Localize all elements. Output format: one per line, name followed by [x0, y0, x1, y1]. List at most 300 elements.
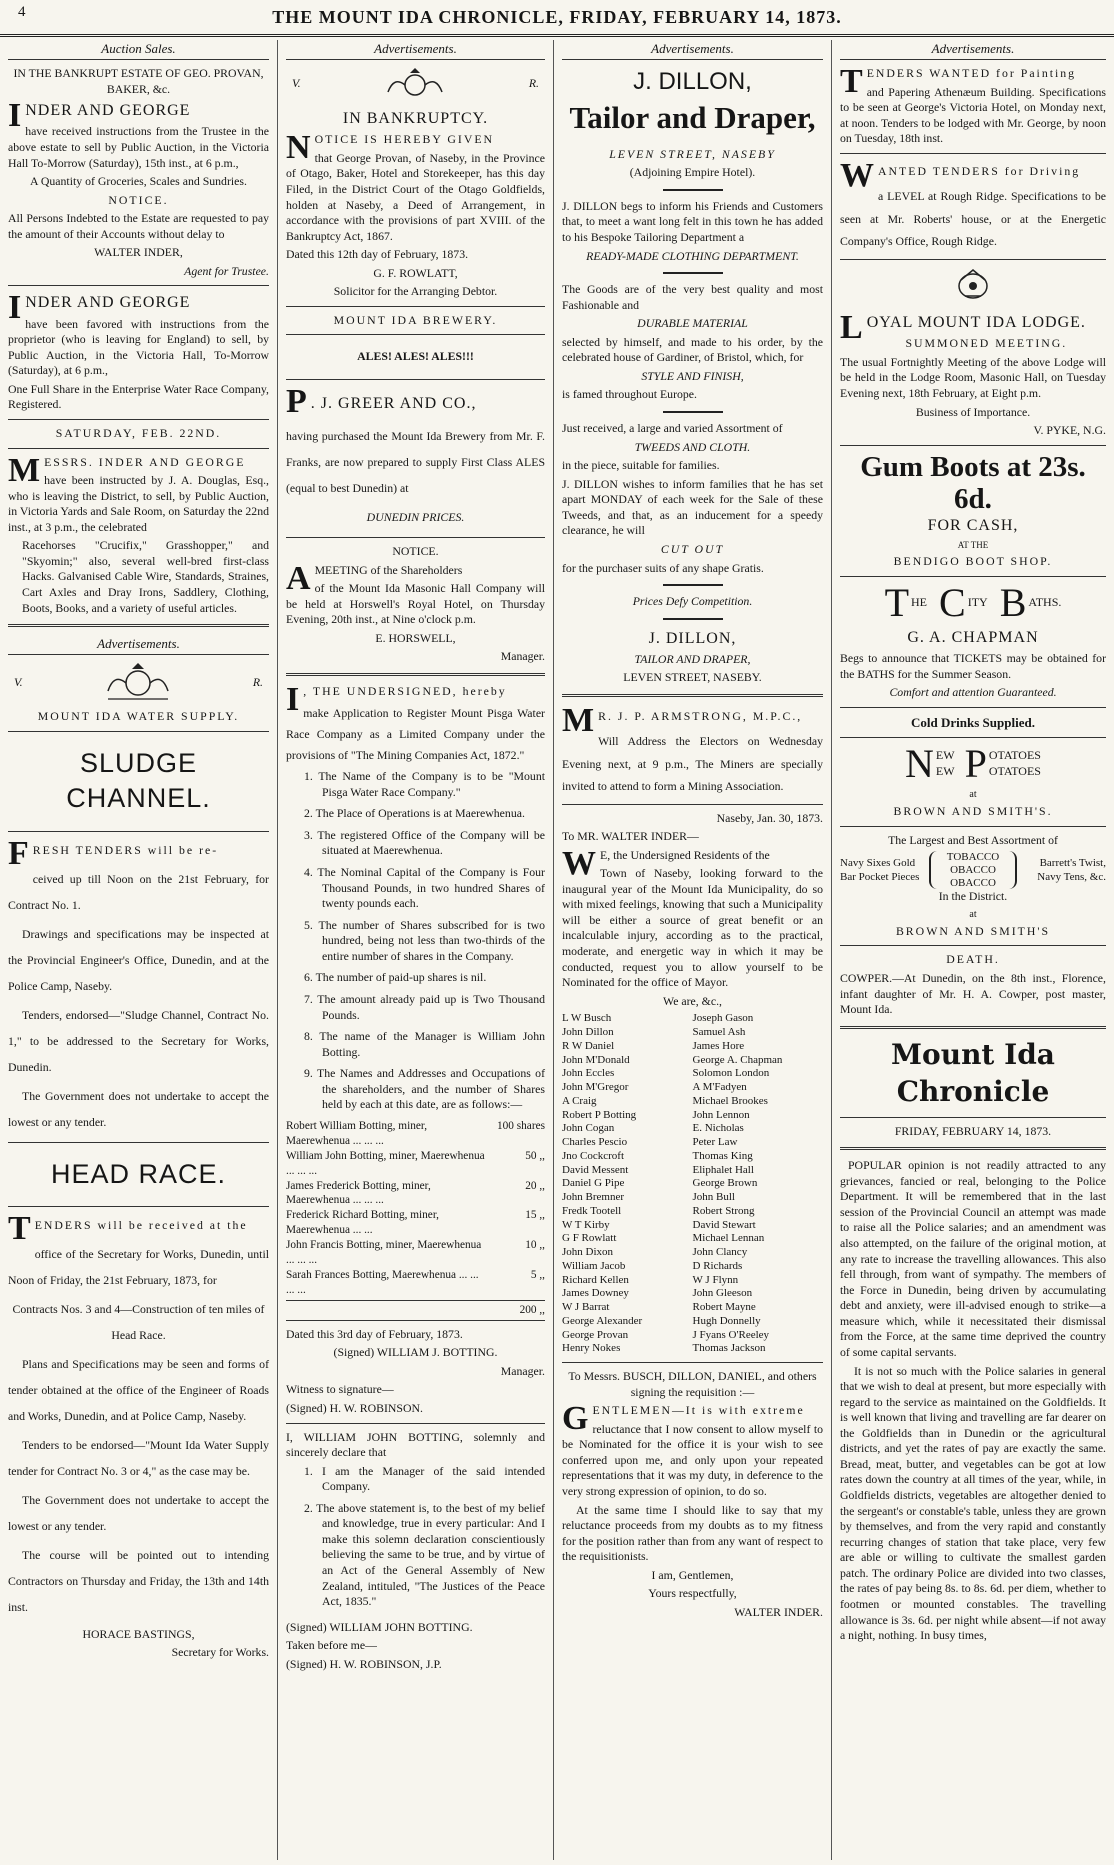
ad-date: Dated this 12th day of February, 1873. — [286, 247, 469, 262]
requisition-name: Henry Nokes — [562, 1342, 621, 1355]
ad-body: have been instructed by J. A. Douglas, Esq., who is leaving the District, to sell, by Public Auction, in Victoria Yards and Sale Room, on Saturday the 22nd inst., at 3 p.m., the celebrated — [8, 473, 269, 534]
ad-date: SATURDAY, FEB. 22ND. — [55, 425, 222, 440]
gum-boots-heading: Gum Boots at 23s. 6d. — [860, 450, 1086, 515]
signature: E. HORSWELL, — [375, 630, 456, 645]
requisition-name: William Jacob — [562, 1259, 626, 1272]
city-city: ITY — [967, 595, 988, 610]
ad-feature: STYLE AND FINISH, — [641, 368, 744, 383]
tobacco-right: Barrett's Twist, Navy Tens, &c. — [1037, 856, 1106, 884]
city-baths: ATHS. — [1028, 595, 1062, 610]
requisition-name: Robert P Botting — [562, 1108, 637, 1121]
requisition-name: John Dillon — [562, 1026, 614, 1039]
drop-cap: T — [8, 1210, 31, 1248]
ad-feature: DURABLE MATERIAL — [637, 316, 748, 331]
ad-body: have been favored with instructions from the proprietor (who is leaving for England) to sell, by Public Auction, in the Victoria Hall, To-Morrow (Saturday), at 6 p.m., — [8, 316, 269, 378]
ad-heading: R. J. P. ARMSTRONG, M.P.C., — [598, 708, 803, 723]
ad-items: A Quantity of Groceries, Scales and Sundries. — [30, 174, 247, 189]
auction-ad-2 — [8, 289, 269, 412]
requisition-name: John Gleeson — [692, 1287, 753, 1300]
shareholder-name: John Francis Botting, miner, Maerewhenua ... ... ... — [286, 1239, 482, 1267]
double-divider — [840, 1026, 1106, 1029]
ad-heading: NDER AND GEORGE — [25, 294, 191, 312]
royal-crest — [292, 66, 539, 102]
requisition-name: Thomas Jackson — [692, 1342, 766, 1355]
shareholder-row — [286, 1268, 545, 1298]
registration-item: 8. The name of the Manager is William John Botting. — [304, 1029, 545, 1059]
requisition-name: Robert Mayne — [692, 1301, 756, 1314]
signature: J. DILLON, — [648, 629, 737, 647]
ad-tagline: Prices Defy Competition. — [632, 594, 753, 609]
column-2 — [278, 40, 554, 1860]
requisition-name: W J Barrat — [562, 1301, 610, 1314]
ad-body: J. DILLON wishes to inform families that he has set apart MONDAY of each week for the Sale of these Tweeds, and that, as an inducement for a speedy clearance, he will — [562, 476, 823, 538]
divider — [840, 707, 1106, 708]
potatoes-pot-2: OTATOES — [988, 763, 1041, 778]
ales-banner: ALES! ALES! ALES!!! — [357, 349, 474, 364]
ad-body: a LEVEL at Rough Ridge. Specifications to be seen at Mr. Roberts' house, or at the Energetic Company's Office, Rough Ridge. — [840, 189, 1106, 249]
divider — [840, 576, 1106, 577]
requisition-name: Michael Brookes — [692, 1094, 768, 1107]
ad-items: One Full Share in the Enterprise Water Race Company, Registered. — [8, 381, 269, 412]
shareholder-row — [286, 1238, 545, 1268]
registration-list — [286, 769, 545, 1113]
signature: (Signed) WILLIAM JOHN BOTTING. — [286, 1619, 473, 1634]
requisition-name: George Brown — [692, 1177, 758, 1190]
divider — [8, 1142, 269, 1143]
requisition-name: Michael Lennan — [692, 1232, 765, 1245]
divider — [8, 448, 269, 449]
crest-letter-r: R. — [528, 76, 539, 91]
short-rule — [663, 411, 723, 413]
page-number: 4 — [18, 4, 26, 20]
shop-name: BROWN AND SMITH'S. — [893, 804, 1053, 819]
double-divider — [8, 624, 269, 627]
drop-cap: A — [286, 559, 311, 597]
potatoes-pot: OTATOES — [988, 748, 1041, 763]
share-count: 10 ,, — [525, 1239, 545, 1252]
brewery-title: MOUNT IDA BREWERY. — [333, 312, 498, 327]
ad-heading: , THE UNDERSIGNED, hereby — [303, 683, 507, 698]
crest-letter-r: R. — [252, 674, 263, 689]
declaration: I, WILLIAM JOHN BOTTING, solemnly and sincerely declare that — [286, 1429, 545, 1460]
mayor-requisition — [562, 811, 823, 1357]
ad-heading: E, the Undersigned Residents of the — [600, 847, 770, 862]
ad-title: IN THE BANKRUPT ESTATE OF GEO. PROVAN, BAKER, &c. — [13, 66, 264, 96]
ad-heading: OYAL MOUNT IDA LODGE. — [866, 314, 1086, 332]
divider — [286, 1423, 545, 1424]
signature: WALTER INDER, — [94, 245, 183, 260]
requisition-name: A Craig — [562, 1094, 597, 1107]
mayor-reply — [562, 1369, 823, 1620]
requisition-name: Solomon London — [692, 1067, 770, 1080]
divider — [840, 153, 1106, 154]
shareholder-row — [286, 1179, 545, 1209]
ad-body: that George Provan, of Naseby, in the Province of Otago, Baker, Hotel and Storekeeper, has this day Filed, in the District Court of the Otago Goldfields, holden at Naseby, a Deed of Arrangement, in accordance with the provisions of part XVIII. of the Bankruptcy Act, 1867. — [286, 150, 545, 243]
dillon-street: LEVEN STREET, NASEBY — [609, 146, 776, 161]
bankruptcy-notice — [286, 129, 545, 300]
divider — [840, 826, 1106, 827]
divider — [286, 379, 545, 380]
ad-title: IN BANKRUPTCY. — [342, 110, 489, 128]
ad-body: selected by himself, and made to his order, by the celebrated house of Gardiner, of Bristol, which, for — [562, 334, 823, 365]
requisition-name: David Messent — [562, 1163, 629, 1176]
ad-note: In the District. — [938, 889, 1008, 904]
royal-crest — [14, 661, 263, 703]
divider — [8, 731, 269, 732]
tobacco-left: Navy Sixes Gold Bar Pocket Pieces — [840, 856, 920, 884]
ad-heading: ENTLEMEN—It is with extreme — [592, 1403, 805, 1418]
requisition-name: John Eccles — [562, 1067, 615, 1080]
section-heading: Advertisements. — [840, 40, 1106, 60]
ad-body: At the same time I should like to say that my reluctance proceeds from my doubts as to my fitness for the position rather than from any want of respect to the requisitionists. — [562, 1502, 823, 1564]
requisition-name: Jno Cockcroft — [562, 1149, 625, 1162]
divider — [840, 445, 1106, 446]
signature-address: LEVEN STREET, NASEBY. — [623, 670, 762, 685]
shareholder-row — [286, 1149, 545, 1179]
addressee: To MR. WALTER INDER— — [562, 829, 699, 844]
short-rule — [663, 272, 723, 274]
shareholder-list — [286, 1119, 545, 1298]
section-heading: Advertisements. — [562, 40, 823, 60]
potatoes-new-2: EW — [935, 763, 955, 778]
registration-item: 9. The Names and Addresses and Occupations of the shareholders, and the number of Shares held by each at this date, are as follows:— — [304, 1066, 545, 1112]
shareholder-name: Robert William Botting, miner, Maerewhenua ... ... ... — [286, 1119, 428, 1147]
drop-cap: L — [840, 309, 863, 347]
ad-note: AT THE — [957, 539, 989, 550]
divider — [8, 1206, 269, 1207]
ad-body: is famed throughout Europe. — [562, 387, 697, 402]
coat-of-arms-icon — [380, 66, 450, 102]
editorial-paragraph: POPULAR opinion is not readily attracted to any grievances, fancied or real, belonging to the Police Department. It will be remembered that in the last session of the Provincial Council an attempt was made to raise all the Police salaries; and an amendment was also attempted, on the failure of the original motion, at any rate to increase the travelling allowances. This also fell through, from want of sympathy. The members of the Force in Dunedin, being driven by accumulating debt and anxiety, were ill-advised enough to strike—a measure which, while it necessitated their dismissal from the Force, at the same time deprived the country of some capital servants. — [840, 1158, 1106, 1359]
column-3 — [554, 40, 832, 1860]
requisition-name: Eliphalet Hall — [692, 1163, 754, 1176]
section-heading: Advertisements. — [8, 635, 269, 655]
requisition-name: James Hore — [692, 1039, 745, 1052]
signature: V. PYKE, N.G. — [1033, 423, 1106, 438]
addressee: To Messrs. BUSCH, DILLON, DANIEL, and others signing the requisition :— — [568, 1369, 817, 1399]
requisition-name: John Lennon — [692, 1108, 750, 1121]
company-registration — [286, 680, 545, 1672]
closing: I am, Gentlemen, — [651, 1567, 734, 1582]
divider — [562, 804, 823, 805]
column-1 — [0, 40, 278, 1860]
short-rule — [663, 618, 723, 620]
ad-heading: . J. GREER AND CO., — [310, 395, 477, 413]
new-potatoes-banner: N EW EW P OTATOES OTATOES — [905, 740, 1041, 786]
requisition-name: John Clancy — [692, 1246, 748, 1259]
registration-item: 3. The registered Office of the Company will be situated at Maerewhenua. — [304, 827, 545, 858]
requisition-name: J Fyans O'Reeley — [692, 1328, 770, 1341]
requisition-name: John Cogan — [562, 1122, 615, 1135]
drop-cap: M — [8, 451, 41, 489]
divider — [562, 1362, 823, 1363]
city-the: HE — [911, 595, 928, 610]
drop-cap: F — [8, 835, 29, 873]
auction-ad-1 — [8, 97, 269, 279]
divider — [840, 259, 1106, 260]
witness-label: Witness to signature— — [286, 1382, 394, 1397]
shareholder-name: William John Botting, miner, Maerewhenua ... ... ... — [286, 1149, 485, 1177]
notice-body: Tenders to be endorsed—"Mount Ida Water Supply tender for Contract No. 3 or 4," as the case may be. — [8, 1437, 269, 1478]
newspaper-title: Mount Ida Chronicle — [891, 1037, 1055, 1108]
requisition-name: Daniel G Pipe — [562, 1177, 625, 1190]
drop-cap: N — [286, 129, 311, 167]
drop-cap: I — [8, 97, 22, 135]
requisition-name: W J Flynn — [692, 1273, 739, 1286]
signature-role: Manager. — [500, 1363, 545, 1378]
ad-subheading: SUMMONED MEETING. — [905, 336, 1068, 351]
tobacco-block — [840, 851, 1106, 889]
ad-note: at — [969, 908, 977, 920]
section-heading: Advertisements. — [286, 40, 545, 60]
witness-signature: (Signed) H. W. ROBINSON. — [286, 1400, 423, 1415]
notice-body: The course will be pointed out to intending Contractors on Thursday and Friday, the 13th and 14th inst. — [8, 1547, 269, 1614]
notice-body: All Persons Indebted to the Estate are requested to pay the amount of their Accounts without delay to — [8, 211, 269, 241]
notice-body: Contracts Nos. 3 and 4—Construction of ten miles of Head Race. — [12, 1302, 265, 1343]
jp-signature: (Signed) H. W. ROBINSON, J.P. — [286, 1656, 442, 1671]
share-count: 15 ,, — [525, 1209, 545, 1222]
requisition-name: John Bremner — [562, 1191, 625, 1204]
requisition-name: Richard Kellen — [562, 1273, 629, 1286]
requisition-name: John Bull — [692, 1191, 735, 1204]
ad-body: and Papering Athenæum Building. Specifications to be seen at George's Victoria Hotel, on Monday next, at noon. Tenders to be lodged with Mr. George, by noon on Tuesday, 18th inst. — [840, 84, 1106, 146]
lodge-notice — [840, 309, 1106, 438]
notice-body: ceived up till Noon on the 21st February, for Contract No. 1. — [8, 872, 269, 912]
requisition-name: Joseph Gason — [692, 1012, 754, 1025]
taken-before: Taken before me— — [286, 1638, 377, 1653]
shareholder-row — [286, 1119, 545, 1149]
share-count: 50 ,, — [525, 1149, 545, 1162]
ad-body: make Application to Register Mount Pisga Water Race Company as a Limited Company under the provisions of "The Mining Companies Act, 1872." — [286, 705, 545, 762]
shop-name: BENDIGO BOOT SHOP. — [893, 554, 1053, 569]
ad-body: Will Address the Electors on Wednesday Evening next, at 9 p.m., The Miners are specially invited to attend to form a Mining Association. — [562, 734, 823, 794]
auction-ad-3 — [8, 426, 269, 616]
death-notice: COWPER.—At Dunedin, on the 8th inst., Florence, infant daughter of Mr. H. A. Cowper, post master, Mount Ida. — [840, 971, 1106, 1017]
requisition-name: Peter Law — [692, 1136, 738, 1149]
editorial-date: FRIDAY, FEBRUARY 14, 1873. — [894, 1123, 1052, 1138]
shareholder-name: Frederick Richard Botting, miner, Maerewhenua ... ... — [286, 1209, 439, 1237]
armstrong-notice — [562, 701, 823, 798]
page-header — [0, 0, 1114, 37]
section-heading: Auction Sales. — [8, 40, 269, 60]
names-right-column — [693, 1012, 824, 1356]
signature: (Signed) WILLIAM J. BOTTING. — [333, 1345, 498, 1360]
painting-tenders — [840, 63, 1106, 147]
notice-heading: NOTICE. — [392, 544, 439, 559]
dillon-location: (Adjoining Empire Hotel). — [629, 165, 756, 180]
double-divider — [562, 694, 823, 697]
proprietor: G. A. CHAPMAN — [907, 628, 1039, 646]
dillon-trade: Tailor and Draper, — [569, 99, 816, 135]
signature: HORACE BASTINGS, — [82, 1626, 195, 1641]
double-divider — [286, 673, 545, 676]
notice-lead: RESH TENDERS will be re- — [32, 843, 219, 858]
ad-body: reluctance that I now consent to allow myself to be Nominated for the office it is your wish to see conferred upon me, and only upon your repeated representations that it was my duty, in deference to the very strong expression of opinion, to do so. — [562, 1421, 823, 1498]
cold-drinks: Cold Drinks Supplied. — [911, 714, 1035, 730]
tobacco-middle: TOBACCO OBACCO OBACCO — [929, 851, 1017, 889]
notice-title: MOUNT IDA WATER SUPPLY. — [37, 709, 240, 724]
divider — [8, 419, 269, 420]
sludge-notice — [8, 835, 269, 1135]
requisition-name: Fredk Tootell — [562, 1204, 622, 1217]
registration-item: 5. The number of Shares subscribed for is two hundred, being not less than two-thirds of the entire number of shares in the Company. — [304, 917, 545, 963]
ad-body: Just received, a large and varied Assortment of — [562, 421, 783, 436]
drop-cap: W — [562, 844, 596, 882]
death-heading: DEATH. — [946, 952, 1000, 967]
share-total-row — [286, 1300, 545, 1321]
divider — [840, 945, 1106, 946]
requisition-name: Thomas King — [692, 1149, 753, 1162]
potatoes-new: EW — [935, 748, 955, 763]
signature-role: Solicitor for the Arranging Debtor. — [333, 284, 498, 299]
ad-heading: ANTED TENDERS for Driving — [878, 163, 1081, 178]
masthead: THE MOUNT IDA CHRONICLE, FRIDAY, FEBRUARY 14, 1873. — [272, 6, 842, 27]
city-baths-banner: T HE C ITY B ATHS. — [884, 579, 1062, 625]
requisition-name: George Provan — [562, 1328, 629, 1341]
divider — [8, 831, 269, 832]
share-count: 100 shares — [496, 1119, 545, 1132]
requisition-name: W T Kirby — [562, 1218, 610, 1231]
crest-letter-v: V. — [292, 76, 301, 91]
signature: WALTER INDER. — [734, 1604, 823, 1619]
driving-tenders — [840, 156, 1106, 253]
ad-note: Comfort and attention Guaranteed. — [889, 685, 1057, 700]
ad-heading: MEETING of the Shareholders — [314, 562, 463, 577]
requisition-name: Hugh Donnelly — [692, 1314, 761, 1327]
share-total: 200 ,, — [519, 1303, 545, 1316]
registration-item: 6. The number of paid-up shares is nil. — [304, 970, 487, 985]
requisition-name: L W Busch — [562, 1012, 612, 1025]
share-count: 5 ,, — [530, 1268, 545, 1281]
signature-role: Secretary for Works. — [171, 1644, 269, 1659]
notice-body: office of the Secretary for Works, Dunedin, until Noon of Friday, the 21st February, 1873, for — [8, 1247, 269, 1288]
divider — [286, 537, 545, 538]
ad-items: Racehorses "Crucifix," Grasshopper," and "Skyomin;" also, several well-bred first-class Hacks. Galvanised Cable Wire, Standards, Straines, Cart Axles and Dray Irons, Saddlery, Clothing, Boots, Books, and a variety of useful articles. — [22, 538, 269, 615]
requisition-name: John M'Donald — [562, 1053, 630, 1066]
requisition-name: John Dixon — [562, 1246, 614, 1259]
editorial-paragraph: It is not so much with the Police salaries in general that we wish to deal at present, but more especially with regard to the service as maintained on the Goldfields. It is well known that living and travelling are far dearer on the Goldfields than in Dunedin or the agricultural districts, and yet the rates of pay are exactly the same. Bread, meat, butter, and vegetables can be got at low rates down the country at all times of the year, while, in Goldfields districts, vegetables are altogether denied to the sergeant's or constable's table, unless they are grown by themselves, and from the very rapid and constantly recurring changes of station that take place, very few are able or willing to cultivate the smallest garden patch. The ordinary Police are divided into two classes, the rates of pay being 8s. to 8s. 6d. per diem, whether to footmen or mounted constables. The travelling allowance is 3s. 6d. per night while absent—if not away a night, nothing. In busy times, — [840, 1363, 1106, 1643]
notice-body: Drawings and specifications may be inspected at the Provincial Engineer's Office, Dunedin, and at the Police Camp, Naseby. — [8, 926, 269, 993]
ad-body: The usual Fortnightly Meeting of the above Lodge will be held in the Lodge Room, Masonic Hall, on Tuesday Evening next, 18th February, at Eight p.m. — [840, 354, 1106, 400]
notice-body: The Government does not undertake to accept the lowest or any tender. — [8, 1088, 269, 1129]
lodge-emblem-icon — [953, 266, 993, 304]
ad-heading: NDER AND GEORGE — [25, 102, 191, 120]
ad-body: The Goods are of the very best quality and most Fashionable and — [562, 282, 823, 312]
requisition-name: George Alexander — [562, 1314, 643, 1327]
ad-note: Business of Importance. — [915, 404, 1031, 419]
double-divider — [840, 1147, 1106, 1150]
ad-feature: CUT OUT — [660, 541, 725, 556]
requisition-name: Samuel Ash — [692, 1026, 746, 1039]
requisition-name: James Downey — [562, 1287, 629, 1300]
registration-item: 4. The Nominal Capital of the Company is Four Thousand Pounds, in two hundred Shares of twenty pounds each. — [304, 865, 545, 911]
requisition-names — [562, 1012, 823, 1356]
column-4 — [832, 40, 1114, 1860]
head-race-notice — [8, 1210, 269, 1660]
shareholder-name: Sarah Frances Botting, Maerewhenua ... ... ... ... — [286, 1268, 479, 1296]
shareholder-row — [286, 1208, 545, 1238]
we-are: We are, &c., — [663, 993, 722, 1008]
requisition-name: John M'Gregor — [562, 1081, 629, 1094]
drop-cap: P — [286, 383, 307, 421]
sludge-heading: SLUDGE CHANNEL. — [66, 747, 211, 814]
drop-cap: G — [562, 1400, 589, 1438]
ad-date: Naseby, Jan. 30, 1873. — [716, 810, 823, 825]
lodge-emblem — [840, 266, 1106, 309]
requisition-name: R W Daniel — [562, 1039, 615, 1052]
ad-body: have received instructions from the Trustee in the above estate to sell by Public Auction, in the Victoria Hall To-Morrow (Saturday), 15th inst., at 6 p.m., — [8, 124, 269, 170]
declaration-item: 2. The above statement is, to the best of my belief and knowledge, true in every particular: And I make this solemn declaration conscientiously believing the same to be true, and by virtue of an Act of the General Assembly of New Zealand, intituled, "The Justices of the Peace Act, 1835." — [304, 1500, 545, 1609]
drop-cap: I — [8, 289, 22, 327]
ad-heading: The Largest and Best Assortment of — [888, 832, 1058, 847]
notice-body: Plans and Specifications may be seen and forms of tender obtained at the office of the Engineer of Roads and Works, Dunedin, and at Police Camp, Naseby. — [8, 1356, 269, 1423]
names-left-column — [562, 1012, 693, 1356]
ad-heading: ENDERS WANTED for Painting — [866, 66, 1077, 81]
ad-body: for the purchaser suits of any shape Gratis. — [562, 560, 764, 575]
requisition-name: David Stewart — [692, 1218, 756, 1231]
drop-cap: I — [286, 680, 300, 718]
masonic-hall-notice — [286, 544, 545, 665]
notice-body: Tenders, endorsed—"Sludge Channel, Contract No. 1," to be addressed to the Secretary for Works, Dunedin. — [8, 1007, 269, 1074]
ad-heading: OTICE IS HEREBY GIVEN — [314, 132, 495, 147]
closing: Yours respectfully, — [648, 1586, 737, 1601]
notice-lead: ENDERS will be received at the — [34, 1218, 248, 1233]
registration-item: 7. The amount already paid up is Two Thousand Pounds. — [304, 991, 545, 1022]
drop-cap: W — [840, 156, 874, 194]
divider — [840, 737, 1106, 738]
signature-role: Manager. — [500, 649, 545, 664]
coat-of-arms-icon — [98, 661, 178, 703]
ad-feature: TWEEDS AND CLOTH. — [634, 439, 751, 454]
notice-body: The Government does not undertake to accept the lowest or any tender. — [8, 1492, 269, 1533]
divider — [286, 306, 545, 307]
registration-item: 2. The Place of Operations is at Maerewhenua. — [304, 806, 525, 821]
ad-body: in the piece, suitable for families. — [562, 458, 720, 473]
divider — [8, 285, 269, 286]
declaration-item: 1. I am the Manager of the said intended Company. — [304, 1463, 545, 1494]
divider — [286, 334, 545, 335]
drop-cap: T — [840, 63, 863, 101]
ad-note: at — [969, 788, 977, 800]
signature: G. F. ROWLATT, — [373, 265, 458, 280]
ad-heading: ESSRS. INDER AND GEORGE — [44, 454, 246, 469]
requisition-name: George A. Chapman — [692, 1053, 783, 1066]
head-race-heading: HEAD RACE. — [50, 1158, 227, 1189]
requisition-name: G F Rowlatt — [562, 1232, 617, 1245]
short-rule — [663, 189, 723, 191]
ad-prices: DUNEDIN PRICES. — [366, 510, 465, 525]
ad-body: Begs to announce that TICKETS may be obtained for the BATHS for the Summer Season. — [840, 651, 1106, 681]
requisition-name: Robert Strong — [692, 1204, 755, 1217]
shop-name: BROWN AND SMITH'S — [895, 923, 1051, 938]
ad-body: J. DILLON begs to inform his Friends and Customers that, to meet a want long felt in this town he has added to his Bespoke Tailoring Department a — [562, 198, 823, 244]
requisition-name: Charles Pescio — [562, 1136, 628, 1149]
ad-date: Dated this 3rd day of February, 1873. — [286, 1326, 463, 1341]
ad-feature: READY-MADE CLOTHING DEPARTMENT. — [586, 248, 799, 263]
drop-cap: M — [562, 701, 595, 739]
dillon-name: J. DILLON, — [633, 68, 752, 96]
registration-item: 1. The Name of the Company is to be "Mount Pisga Water Race Company." — [304, 769, 545, 799]
notice-heading: NOTICE. — [108, 192, 169, 207]
ad-body: of the Mount Ida Masonic Hall Company will be held at Horswell's Royal Hotel, on Thursday Evening, 20th inst., at Nine o'clock p.m. — [286, 581, 545, 627]
brewery-ad — [286, 383, 545, 531]
shareholder-name: James Frederick Botting, miner, Maerewhenua ... ... ... — [286, 1179, 431, 1207]
requisition-name: A M'Fadyen — [692, 1081, 747, 1094]
ad-body: having purchased the Mount Ida Brewery from Mr. F. Franks, are now prepared to supply First Class ALES (equal to best Dunedin) at — [286, 429, 545, 496]
requisition-name: D Richards — [692, 1259, 743, 1272]
signature-role: TAILOR AND DRAPER, — [634, 651, 751, 666]
ad-subheading: FOR CASH, — [927, 517, 1019, 535]
